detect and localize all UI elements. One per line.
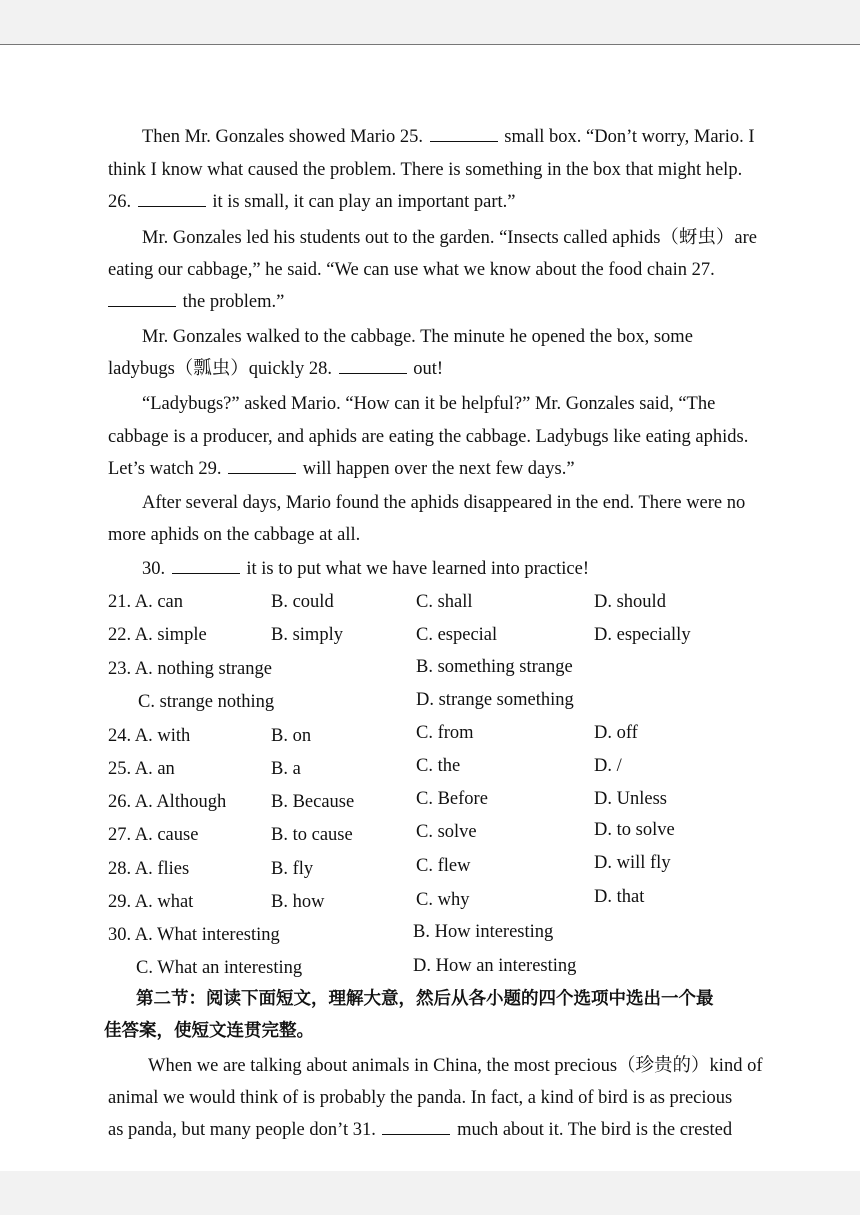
option-b: B. something strange	[416, 657, 573, 677]
answer-blank-27	[108, 292, 176, 307]
passage-text: 26.	[108, 192, 132, 212]
passage-text: as panda, but many people don’t 31.	[108, 1120, 376, 1140]
section-heading: 第二节：阅读下面短文，理解大意，然后从各小题的四个选项中选出一个最	[136, 989, 714, 1009]
option-a: 28. A. flies	[108, 859, 190, 879]
option-d: D. How an interesting	[413, 956, 577, 976]
answer-blank-26	[138, 192, 206, 207]
option-b: B. simply	[271, 625, 343, 645]
passage-line: Mr. Gonzales walked to the cabbage. The minute he opened the box, some	[142, 327, 693, 347]
passage-line: When we are talking about animals in China, the most precious（珍贵的）kind of	[148, 1056, 763, 1076]
option-d: D. Unless	[594, 789, 667, 809]
option-a: 22. A. simple	[108, 625, 207, 645]
passage-line	[108, 290, 284, 314]
option-c: C. Before	[416, 789, 488, 809]
passage-line: think I know what caused the problem. There is something in the box that might help.	[108, 160, 743, 180]
option-b: B. on	[271, 726, 312, 746]
option-d: D. will fly	[594, 853, 671, 873]
option-b: B. a	[271, 759, 301, 779]
option-c: C. strange nothing	[138, 692, 275, 712]
option-a: 23. A. nothing strange	[108, 659, 272, 679]
answer-blank-30	[172, 559, 240, 574]
passage-line: Mr. Gonzales led his students out to the garden. “Insects called aphids（蚜虫）are	[142, 228, 757, 248]
answer-blank-29	[228, 459, 296, 474]
option-d: D. should	[594, 592, 666, 612]
passage-text: ladybugs（瓢虫）quickly 28.	[108, 359, 333, 379]
option-a: 30. A. What interesting	[108, 925, 280, 945]
passage-line	[142, 125, 755, 149]
option-d: D. off	[594, 723, 638, 743]
passage-line	[108, 190, 516, 214]
passage-text: 30.	[142, 559, 166, 579]
option-b: B. how	[271, 892, 325, 912]
option-b: B. to cause	[271, 825, 353, 845]
section-heading: 佳答案，使短文连贯完整。	[104, 1021, 314, 1041]
passage-line	[142, 557, 589, 581]
passage-text: will happen over the next few days.”	[302, 459, 575, 479]
option-d: D. that	[594, 887, 645, 907]
passage-line: more aphids on the cabbage at all.	[108, 525, 361, 545]
passage-text: much about it. The bird is the crested	[457, 1120, 733, 1140]
option-b: B. could	[271, 592, 334, 612]
passage-text: out!	[413, 359, 444, 379]
passage-line: After several days, Mario found the aphids disappeared in the end. There were no	[142, 493, 746, 513]
passage-line: cabbage is a producer, and aphids are eating the cabbage. Ladybugs like eating aphids.	[108, 427, 749, 447]
passage-text: Let’s watch 29.	[108, 459, 222, 479]
option-c: C. flew	[416, 856, 471, 876]
passage-text: it is to put what we have learned into practice!	[246, 559, 590, 579]
option-d: D. especially	[594, 625, 691, 645]
option-b: B. fly	[271, 859, 314, 879]
passage-line: “Ladybugs?” asked Mario. “How can it be helpful?” Mr. Gonzales said, “The	[142, 394, 716, 414]
passage-line	[108, 357, 443, 381]
passage-line: animal we would think of is probably the panda. In fact, a kind of bird is as precious	[108, 1088, 733, 1108]
option-a: 25. A. an	[108, 759, 175, 779]
option-c: C. What an interesting	[136, 958, 303, 978]
exam-page	[0, 44, 860, 1171]
option-b: B. Because	[271, 792, 355, 812]
option-d: D. strange something	[416, 690, 574, 710]
passage-line	[108, 1118, 732, 1142]
option-a: 24. A. with	[108, 726, 191, 746]
option-a: 27. A. cause	[108, 825, 199, 845]
option-c: C. especial	[416, 625, 498, 645]
option-c: C. why	[416, 890, 470, 910]
option-b: B. How interesting	[413, 922, 554, 942]
passage-line	[108, 457, 575, 481]
passage-line: eating our cabbage,” he said. “We can use what we know about the food chain 27.	[108, 260, 715, 280]
option-d: D. to solve	[594, 820, 675, 840]
option-a: 29. A. what	[108, 892, 194, 912]
passage-text: Then Mr. Gonzales showed Mario 25.	[142, 127, 424, 147]
answer-blank-31	[382, 1120, 450, 1135]
passage-text: small box. “Don’t worry, Mario. I	[504, 127, 755, 147]
passage-text: the problem.”	[182, 292, 285, 312]
passage-text: it is small, it can play an important part.”	[212, 192, 516, 212]
answer-blank-25	[430, 127, 498, 142]
answer-blank-28	[339, 359, 407, 374]
option-d: D. /	[594, 756, 622, 776]
option-c: C. from	[416, 723, 474, 743]
option-a: 26. A. Although	[108, 792, 227, 812]
option-c: C. shall	[416, 592, 473, 612]
option-c: C. solve	[416, 822, 477, 842]
option-a: 21. A. can	[108, 592, 184, 612]
option-c: C. the	[416, 756, 461, 776]
